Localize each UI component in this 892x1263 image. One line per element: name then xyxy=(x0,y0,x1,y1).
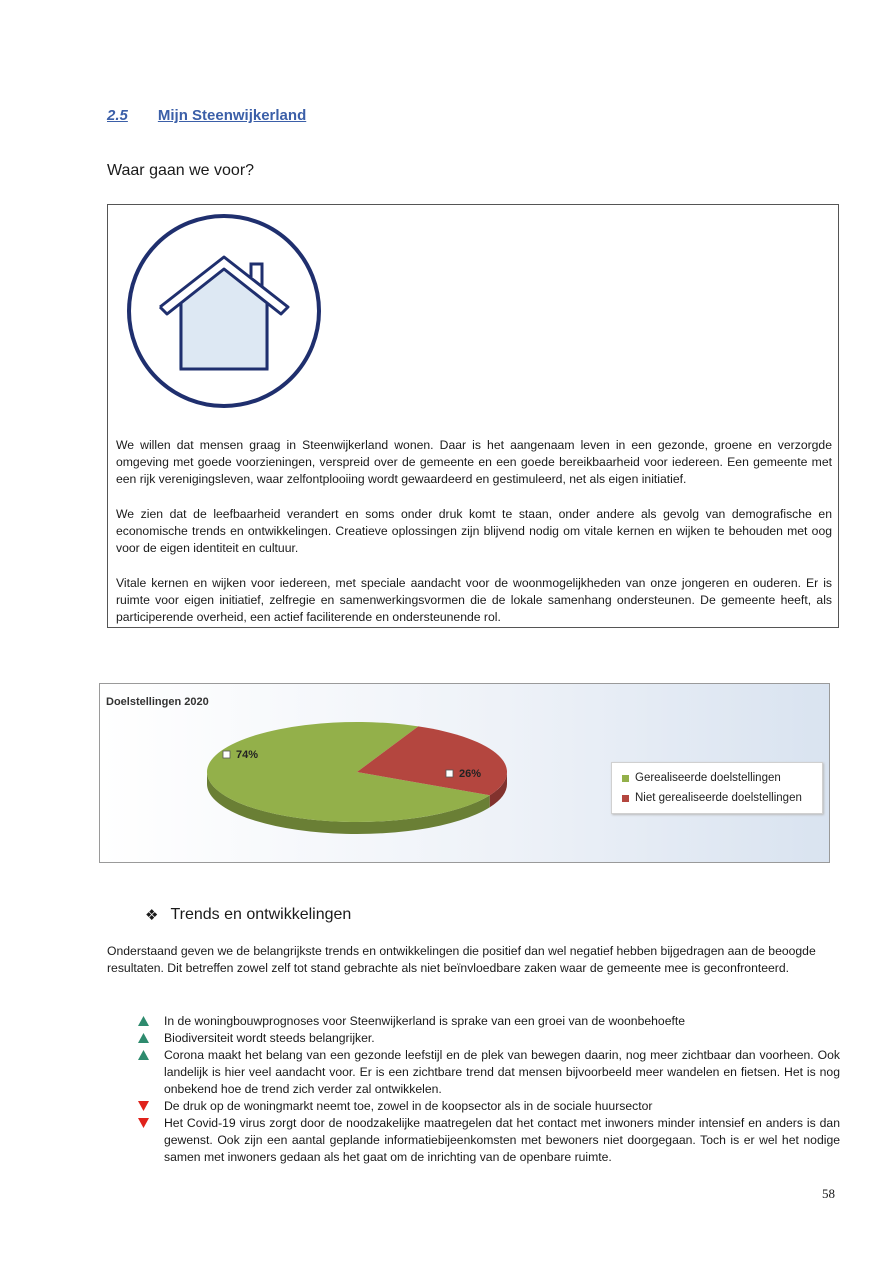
trend-item xyxy=(138,1098,840,1115)
box-paragraph-3: Vitale kernen en wijken voor iedereen, met speciale aandacht voor de woonmogelijkheden van onze jongeren en ouderen. Er is ruimte voor eigen initiatief, zelfregie en samenwerkingsvormen die de lokale samenhang ondersteunen. De gemeente heeft, als participerende overheid, een actief faciliterende en ondersteunende rol. xyxy=(116,576,832,624)
vision-box xyxy=(107,204,839,628)
box-paragraph-2: We zien dat de leefbaarheid verandert en soms onder druk komt te staan, onder andere als gevolg van demografische en economische trends en ontwikkelingen. Creatieve oplossingen zijn blijvend nodig om vitale kernen en wijken te behouden met oog voor de eigen identiteit en cultuur. xyxy=(116,507,832,555)
trend-item-text: In de woningbouwprognoses voor Steenwijkerland is sprake van een groei van de woonbehoefte xyxy=(164,1014,686,1028)
page-number: 58 xyxy=(822,1186,835,1201)
trend-item-text: Het Covid-19 virus zorgt door de noodzakelijke maatregelen dat het contact met inwoners minder intensief en anders is dan gewenst. Ook zijn een aantal geplande informatiebijeenkomsten met bewoners niet doorgegaan. Toch is er wel het nodige samen met inwoners gedaan als het gaat om de inrichting van de openbare ruimte. xyxy=(164,1116,840,1164)
legend-label-not-realised: Niet gerealiseerde doelstellingen xyxy=(635,792,802,804)
legend-item-realised xyxy=(622,772,781,784)
data-label: 26% xyxy=(459,768,482,780)
legend-label-realised: Gerealiseerde doelstellingen xyxy=(635,772,781,784)
data-label: 74% xyxy=(236,749,259,761)
goals-chart xyxy=(99,683,830,863)
data-label-marker xyxy=(446,770,453,777)
section-number: 2.5 xyxy=(107,107,128,124)
trend-item xyxy=(138,1047,840,1098)
subheading: Waar gaan we voor? xyxy=(107,162,255,179)
box-paragraph-1: We willen dat mensen graag in Steenwijkerland wonen. Daar is het aangenaam leven in een gezonde, groene en verzorgde omgeving met goede voorzieningen, verspreid over de gemeente en een goede bereikbaarheid voor iedereen. Een gemeente met een rijk verenigingsleven, waar zelfontplooiing wordt gewaardeerd en gestimuleerd, net als eigen initiatief. xyxy=(116,438,832,486)
triangle-up-icon xyxy=(138,1016,149,1026)
legend-item-not-realised xyxy=(622,792,802,804)
trends-heading xyxy=(145,906,351,924)
section-title: Mijn Steenwijkerland xyxy=(157,107,307,124)
trend-item-text: Biodiversiteit wordt steeds belangrijker. xyxy=(164,1031,375,1045)
data-label-marker xyxy=(223,751,230,758)
trend-list xyxy=(138,1013,840,1166)
chart-title: Doelstellingen 2020 xyxy=(106,696,209,708)
legend-swatch-not-realised xyxy=(622,795,629,802)
house-icon xyxy=(124,211,324,411)
trend-item-text: De druk op de woningmarkt neemt toe, zowel in de koopsector als in de sociale huursector xyxy=(164,1099,653,1113)
trends-heading-text: Trends en ontwikkelingen xyxy=(170,906,352,923)
triangle-up-icon xyxy=(138,1033,149,1043)
triangle-down-icon xyxy=(138,1118,149,1128)
diamond-bullet-icon: ❖ xyxy=(145,907,159,924)
triangle-up-icon xyxy=(138,1050,149,1060)
section-heading xyxy=(107,107,306,124)
trend-item-text: Corona maakt het belang van een gezonde leefstijl en de plek van bewegen daarin, nog meer zichtbaar dan voorheen. Ook landelijk is hier veel aandacht voor. Er is een zichtbare trend dat mensen bijvoorbeeld meer wandelen en fietsen. Het is nog onbekend hoe de trend zich verder zal ontwikkelen. xyxy=(164,1048,840,1096)
chart-legend xyxy=(611,762,823,814)
triangle-down-icon xyxy=(138,1101,149,1111)
trend-item xyxy=(138,1030,840,1047)
trends-intro: Onderstaand geven we de belangrijkste trends en ontwikkelingen die positief dan wel negatief hebben bijgedragen aan de beoogde resultaten. Dit betreffen zowel zelf tot stand gebrachte als niet beïnvloedbare zaken waar de gemeente mee is geconfronteerd. xyxy=(107,944,816,975)
legend-swatch-realised xyxy=(622,775,629,782)
trend-item xyxy=(138,1013,840,1030)
trend-item xyxy=(138,1115,840,1166)
